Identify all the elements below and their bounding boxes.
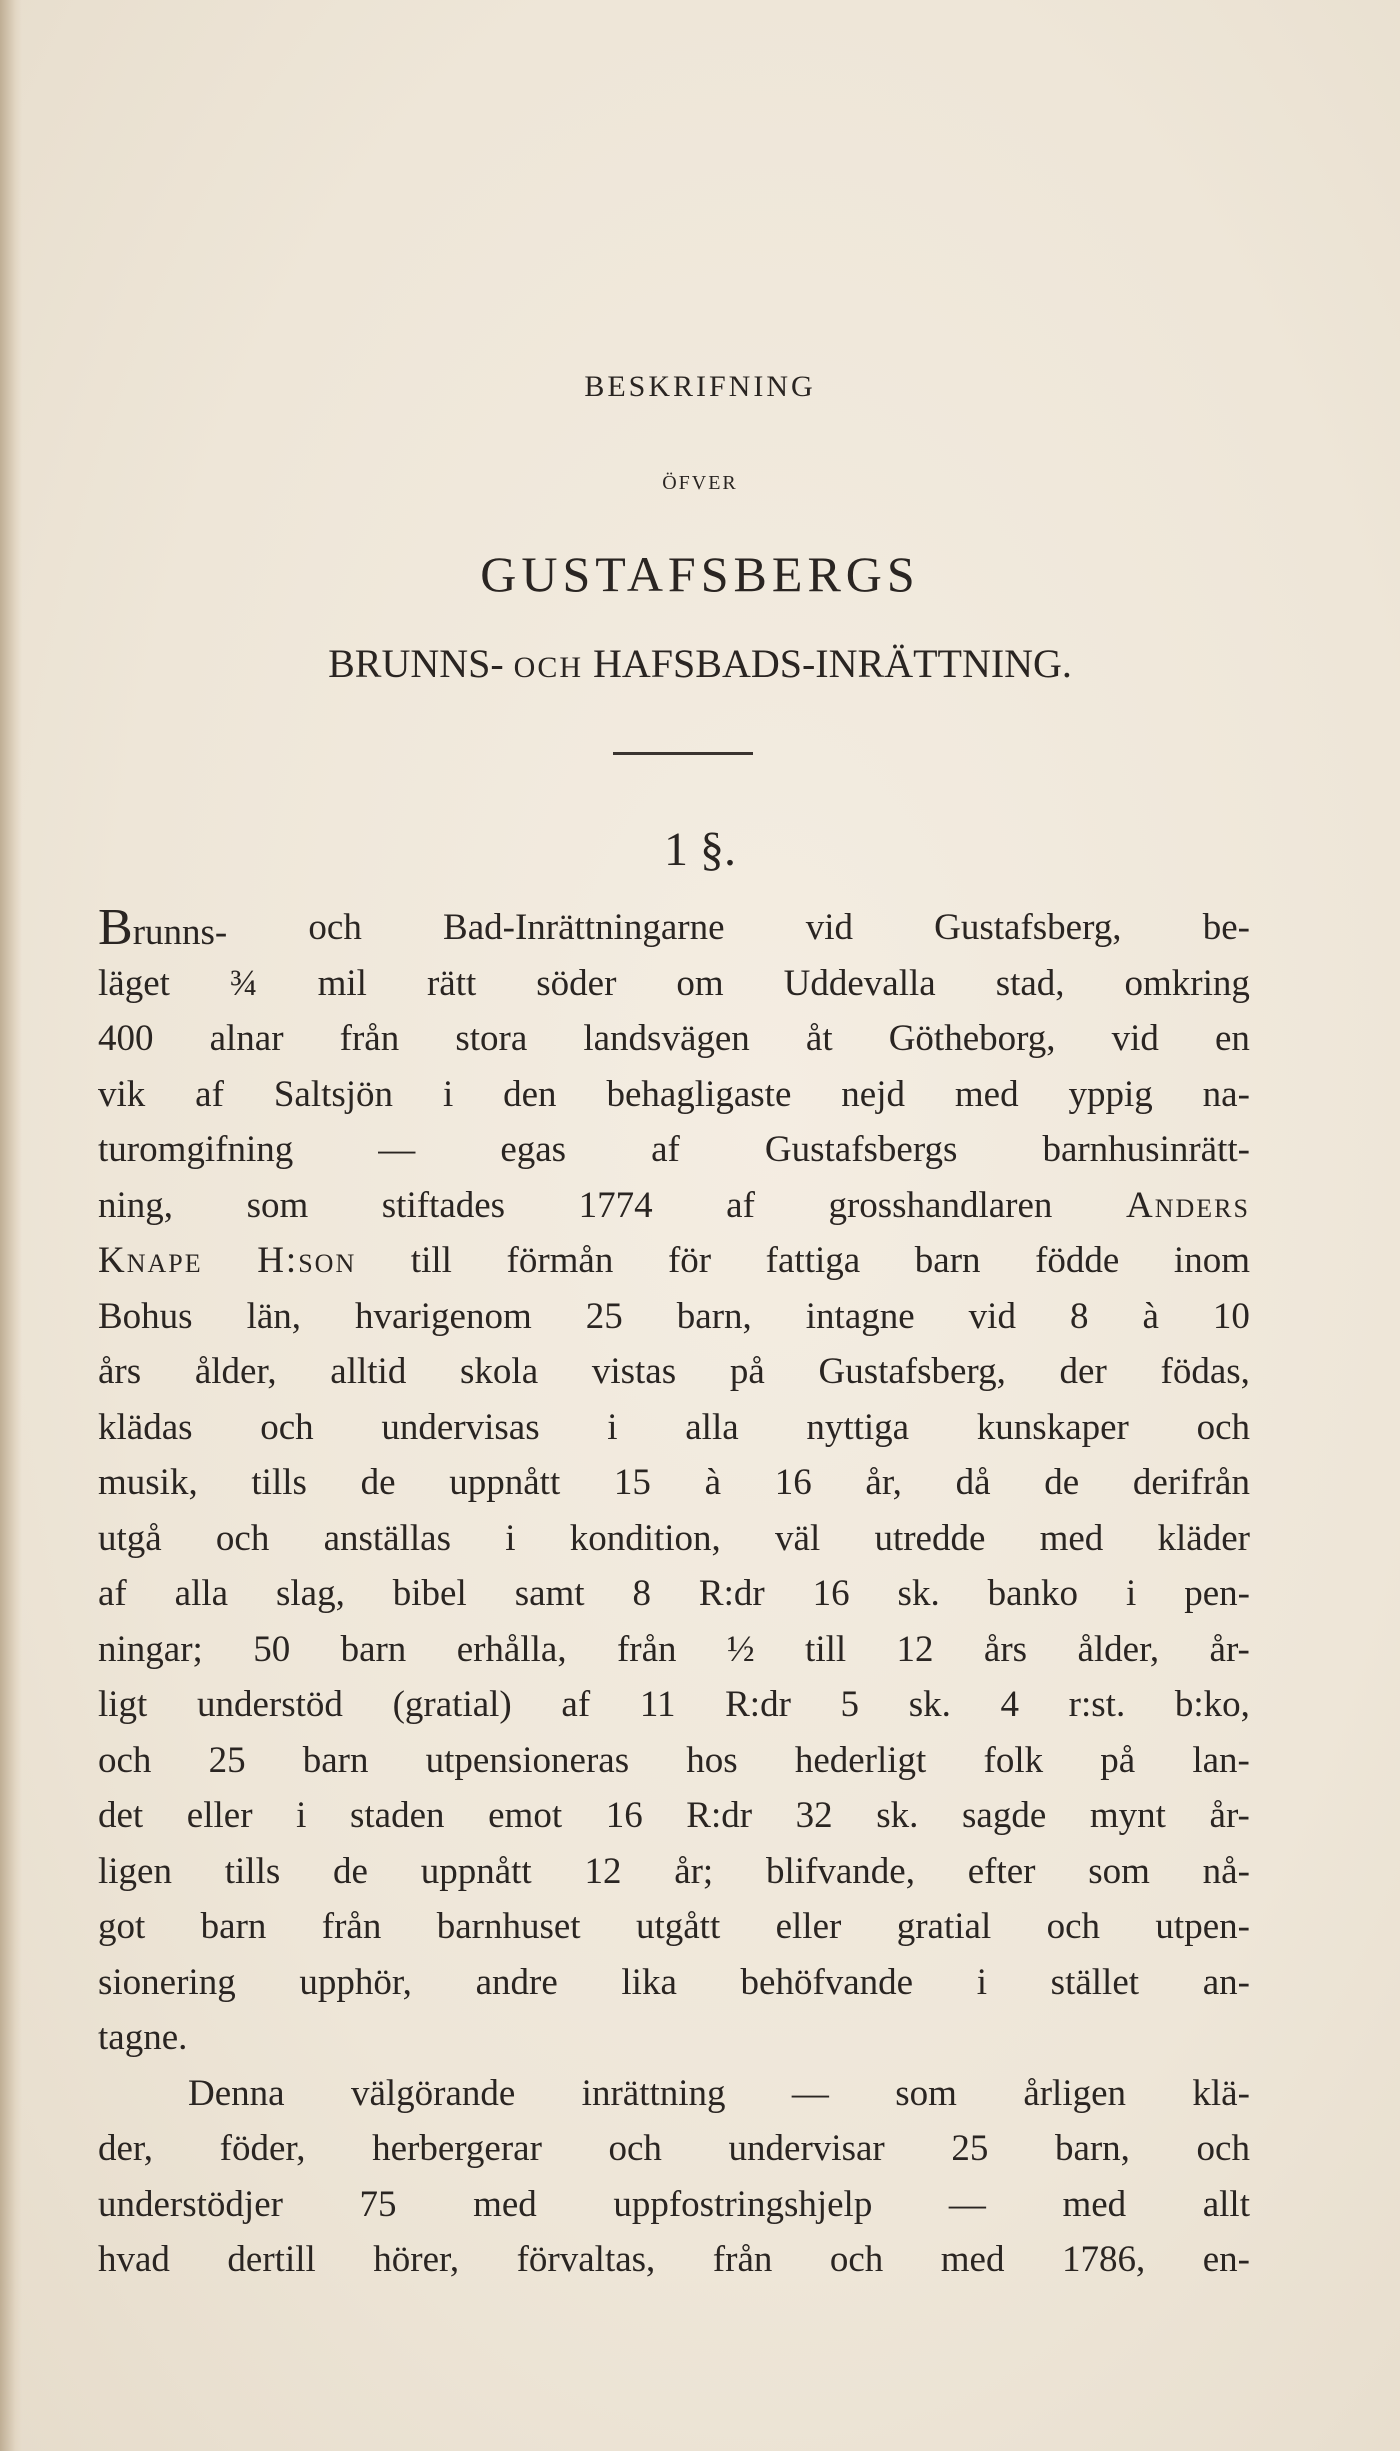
word: läget (98, 962, 170, 1004)
word: fattiga (765, 1240, 861, 1281)
word: — (378, 1129, 416, 1170)
word: barn, (676, 1295, 752, 1337)
word: ning, (98, 1184, 174, 1226)
word: föder, (219, 2128, 306, 2169)
text-line (98, 1400, 1250, 1456)
word: vid (1111, 1018, 1159, 1059)
text-line (98, 1122, 1250, 1178)
word: förvaltas, (516, 2239, 656, 2280)
word: allt (1202, 2183, 1250, 2225)
text-line (98, 1455, 1250, 1511)
word: till (410, 1240, 452, 1281)
word: undervisar (728, 2128, 885, 2169)
word: uppfostringshjelp (613, 2183, 873, 2225)
word: à (704, 1462, 722, 1503)
word: tills (251, 1462, 307, 1503)
word: 75 (359, 2183, 397, 2225)
word: 12 (896, 1628, 934, 1670)
word: från (616, 1628, 677, 1670)
word: ligt (98, 1684, 148, 1725)
word: vistas (591, 1351, 677, 1392)
word: mynt (1089, 1795, 1166, 1836)
word: 16 (812, 1573, 850, 1614)
text-line (98, 1677, 1250, 1733)
word: Knape (98, 1240, 203, 1281)
word: som (246, 1184, 309, 1226)
word: tills (224, 1850, 281, 1892)
word: de (333, 1850, 368, 1892)
word: stället (1050, 1961, 1140, 2003)
word: utgått (635, 1906, 721, 1947)
word: vik (98, 1073, 146, 1115)
word: tagne. (98, 2017, 188, 2058)
word: got (98, 1906, 146, 1947)
text-line (98, 1289, 1250, 1345)
word: och (98, 1739, 152, 1781)
word: skola (460, 1351, 539, 1392)
word: eller (775, 1906, 842, 1947)
word: (gratial) (392, 1684, 512, 1725)
word: 25 (951, 2128, 989, 2169)
word: sk. (897, 1573, 940, 1614)
word: à (1142, 1295, 1159, 1337)
word: med (1039, 1517, 1104, 1559)
word: 25 (208, 1739, 246, 1781)
text-line (98, 2121, 1250, 2177)
word: slag, (276, 1573, 345, 1614)
word: kläder (1157, 1517, 1250, 1559)
word: 12 (584, 1850, 622, 1892)
word: nejd (841, 1073, 905, 1115)
title-line-4-part-c: HAFSBADS-INRÄTTNING. (583, 641, 1072, 686)
word: i (607, 1406, 618, 1448)
text-line (98, 1233, 1250, 1289)
word: af (561, 1684, 591, 1725)
word: års (98, 1351, 142, 1392)
word: det (98, 1795, 144, 1836)
word: inrättning (581, 2072, 726, 2114)
word: vid (805, 907, 853, 948)
word: års (983, 1628, 1028, 1670)
word: sk. (876, 1795, 919, 1836)
word: uppnått (449, 1462, 561, 1503)
word: emot (488, 1795, 563, 1836)
word: en (1214, 1018, 1250, 1059)
word: utpen- (1155, 1906, 1250, 1947)
title-line-3: GUSTAFSBERGS (480, 546, 920, 602)
word: år- (1209, 1795, 1250, 1836)
title-divider (613, 752, 753, 755)
word: anställas (323, 1517, 451, 1559)
word: hörer, (373, 2239, 460, 2280)
text-line (98, 1178, 1250, 1234)
word: 10 (1212, 1295, 1250, 1337)
word: uppnått (420, 1850, 532, 1892)
word: R:dr (725, 1684, 791, 1725)
word: kondition, (569, 1517, 721, 1559)
word: och (1196, 1406, 1250, 1448)
word: herbergerar (372, 2128, 542, 2169)
word: till (805, 1628, 847, 1670)
word: 16 (605, 1795, 643, 1836)
word: barn (340, 1628, 407, 1670)
word: som (1088, 1850, 1150, 1892)
word: alla (174, 1573, 229, 1614)
word: H:son (257, 1240, 357, 1281)
word: upphör, (299, 1961, 412, 2003)
word: utpensioneras (425, 1739, 630, 1781)
word: 5 (840, 1684, 860, 1725)
word: Uddevalla (783, 962, 936, 1004)
word: egas (500, 1129, 567, 1170)
word: år; (674, 1850, 714, 1892)
word: alltid (330, 1351, 407, 1392)
word: Gustafsberg, (818, 1351, 1006, 1392)
word: behöfvande (740, 1961, 914, 2003)
word: intagne (805, 1295, 915, 1337)
word: Saltsjön (273, 1073, 394, 1115)
word: från (712, 2239, 773, 2280)
word: nå- (1202, 1850, 1250, 1892)
word: 4 (1000, 1684, 1020, 1725)
word: eller (186, 1795, 253, 1836)
word: födde (1035, 1240, 1120, 1281)
word: på (1100, 1739, 1136, 1781)
text-line (98, 2066, 1250, 2122)
word: med (954, 1073, 1019, 1115)
text-line (98, 1566, 1250, 1622)
word: som (895, 2072, 957, 2114)
word: bibel (392, 1573, 467, 1614)
word: Götheborg, (888, 1018, 1056, 1059)
section-heading: 1 §. (664, 823, 736, 876)
word: barn, (1054, 2128, 1130, 2169)
word: utgå (98, 1517, 162, 1559)
word: barnhusinrätt- (1042, 1129, 1250, 1170)
word: understöd (197, 1684, 343, 1725)
text-line (98, 2177, 1250, 2233)
word: af (726, 1184, 755, 1226)
word: — (948, 2183, 986, 2225)
word: ningar; (98, 1628, 203, 1670)
word: af (98, 1573, 127, 1614)
word: barnhuset (436, 1906, 581, 1947)
word: med (473, 2183, 537, 2225)
word: r:st. (1068, 1684, 1126, 1725)
word: med (1062, 2183, 1127, 2225)
word: R:dr (686, 1795, 753, 1836)
word: musik, (98, 1462, 198, 1503)
word: behagligaste (606, 1073, 792, 1115)
word: barn (200, 1906, 267, 1947)
word: sk. (908, 1684, 951, 1725)
word: stad, (995, 962, 1065, 1004)
word: staden (350, 1795, 445, 1836)
title-line-1: BESKRIFNING (584, 370, 816, 403)
word: år- (1209, 1628, 1250, 1670)
word: 15 (613, 1462, 651, 1503)
word: mil (317, 962, 367, 1004)
word: 16 (774, 1462, 812, 1503)
word: af (195, 1073, 224, 1115)
word: och (260, 1406, 314, 1448)
word: väl (775, 1517, 821, 1559)
title-line-4-part-b: OCH (513, 651, 584, 684)
word: 1786, (1061, 2239, 1146, 2280)
word: — (791, 2072, 829, 2114)
word: och (608, 2128, 662, 2169)
word: samt (514, 1573, 585, 1614)
word: utredde (874, 1517, 986, 1559)
word: turomgifning (98, 1129, 294, 1170)
word: folk (983, 1739, 1044, 1781)
word: 32 (795, 1795, 833, 1836)
word: vid (968, 1295, 1016, 1337)
word: gratial (896, 1906, 992, 1947)
word: erhålla, (456, 1628, 567, 1670)
text-line (98, 1011, 1250, 1067)
word: klä- (1192, 2072, 1250, 2114)
word: kunskaper (976, 1406, 1129, 1448)
word: efter (967, 1850, 1036, 1892)
word: understödjer (98, 2183, 283, 2225)
word: alla (685, 1406, 739, 1448)
word: förmån (506, 1240, 614, 1281)
word: från (339, 1018, 400, 1059)
text-line (98, 1899, 1250, 1955)
word: klädas (98, 1406, 193, 1448)
word: yppig (1068, 1073, 1153, 1115)
word: och (829, 2239, 884, 2280)
word: sagde (962, 1795, 1047, 1836)
text-line (98, 1344, 1250, 1400)
word: då (955, 1462, 991, 1503)
word: na- (1202, 1073, 1250, 1115)
word: af (651, 1129, 680, 1170)
word: med (940, 2239, 1005, 2280)
word: sionering (98, 1961, 236, 2003)
word: derifrån (1132, 1462, 1250, 1503)
word: der (1059, 1351, 1107, 1392)
word: barn (302, 1739, 369, 1781)
word: ½ (726, 1628, 755, 1670)
text-line (98, 1622, 1250, 1678)
word: alnar (209, 1018, 284, 1059)
word: för (667, 1240, 712, 1281)
word: lan- (1192, 1739, 1250, 1781)
word: pen- (1184, 1573, 1250, 1614)
text-line (98, 1955, 1250, 2011)
word: blifvande, (765, 1850, 915, 1892)
word: hederligt (794, 1739, 927, 1781)
word: landsvägen (583, 1018, 750, 1059)
word: i (1125, 1573, 1137, 1614)
word: 11 (639, 1684, 676, 1725)
word: de (1044, 1462, 1080, 1503)
text-line (98, 1844, 1250, 1900)
word: år, (865, 1462, 902, 1503)
word: undervisas (381, 1406, 540, 1448)
word: rätt (426, 962, 477, 1004)
word: be- (1202, 907, 1250, 948)
word: 50 (253, 1628, 291, 1670)
word: län, (246, 1295, 302, 1337)
title-line-4 (0, 640, 1400, 687)
word: i (505, 1517, 516, 1559)
word: grosshandlaren (828, 1184, 1053, 1226)
word: omkring (1124, 962, 1250, 1004)
word: ålder, (194, 1351, 277, 1392)
word: stora (455, 1018, 528, 1059)
word: 1774 (578, 1184, 653, 1226)
word: ligen (98, 1850, 172, 1892)
word: stiftades (381, 1184, 506, 1226)
word: åt (805, 1018, 833, 1059)
word: söder (536, 962, 617, 1004)
word: 8 (632, 1573, 651, 1614)
word: Anders (1125, 1184, 1250, 1226)
word: hvarigenom (355, 1295, 532, 1337)
word: R:dr (698, 1573, 765, 1614)
title-line-2: ÖFVER (662, 472, 738, 494)
word: Gustafsberg, (934, 907, 1122, 948)
word: födas, (1160, 1351, 1250, 1392)
word: i (296, 1795, 307, 1836)
word: och (215, 1517, 270, 1559)
word: den (503, 1073, 557, 1115)
word: b:ko, (1174, 1684, 1250, 1725)
body-text (98, 900, 1250, 2288)
word: inom (1173, 1240, 1250, 1281)
word: nyttiga (806, 1406, 910, 1448)
word: i (442, 1073, 454, 1115)
word: Gustafsbergs (764, 1129, 958, 1170)
word: ¾ (229, 962, 258, 1004)
word: 400 (98, 1018, 154, 1059)
word: barn (914, 1240, 981, 1281)
word: från (321, 1906, 382, 1947)
word: Brunns- (98, 899, 228, 956)
text-line (98, 2010, 1250, 2066)
word: der, (98, 2128, 154, 2169)
word: an- (1202, 1961, 1250, 2003)
text-line (98, 1067, 1250, 1123)
word: de (360, 1462, 396, 1503)
word: hvad (98, 2239, 170, 2280)
word: i (976, 1961, 988, 2003)
word: en- (1202, 2239, 1250, 2280)
word: lika (621, 1961, 677, 2003)
word: och (308, 907, 362, 948)
title-line-4-part-a: BRUNNS- (328, 641, 514, 686)
word: Denna (188, 2072, 285, 2114)
word: Bad-Inrättningarne (443, 907, 725, 948)
text-line (98, 1733, 1250, 1789)
text-line (98, 2232, 1250, 2288)
page-gutter (0, 0, 22, 2451)
word: och (1046, 1906, 1101, 1947)
word: andre (475, 1961, 558, 2003)
text-line (98, 956, 1250, 1012)
word: ålder, (1077, 1628, 1160, 1670)
word: om (676, 962, 724, 1004)
word: Bohus (98, 1295, 193, 1337)
word: 25 (585, 1295, 623, 1337)
word: hos (686, 1739, 738, 1781)
word: välgörande (350, 2072, 516, 2114)
word: årligen (1023, 2072, 1127, 2114)
word: och (1196, 2128, 1250, 2169)
word: 8 (1069, 1295, 1089, 1337)
text-line (98, 900, 1250, 956)
word: banko (987, 1573, 1079, 1614)
word: på (729, 1351, 765, 1392)
text-line (98, 1788, 1250, 1844)
text-line (98, 1511, 1250, 1567)
word: dertill (227, 2239, 316, 2280)
